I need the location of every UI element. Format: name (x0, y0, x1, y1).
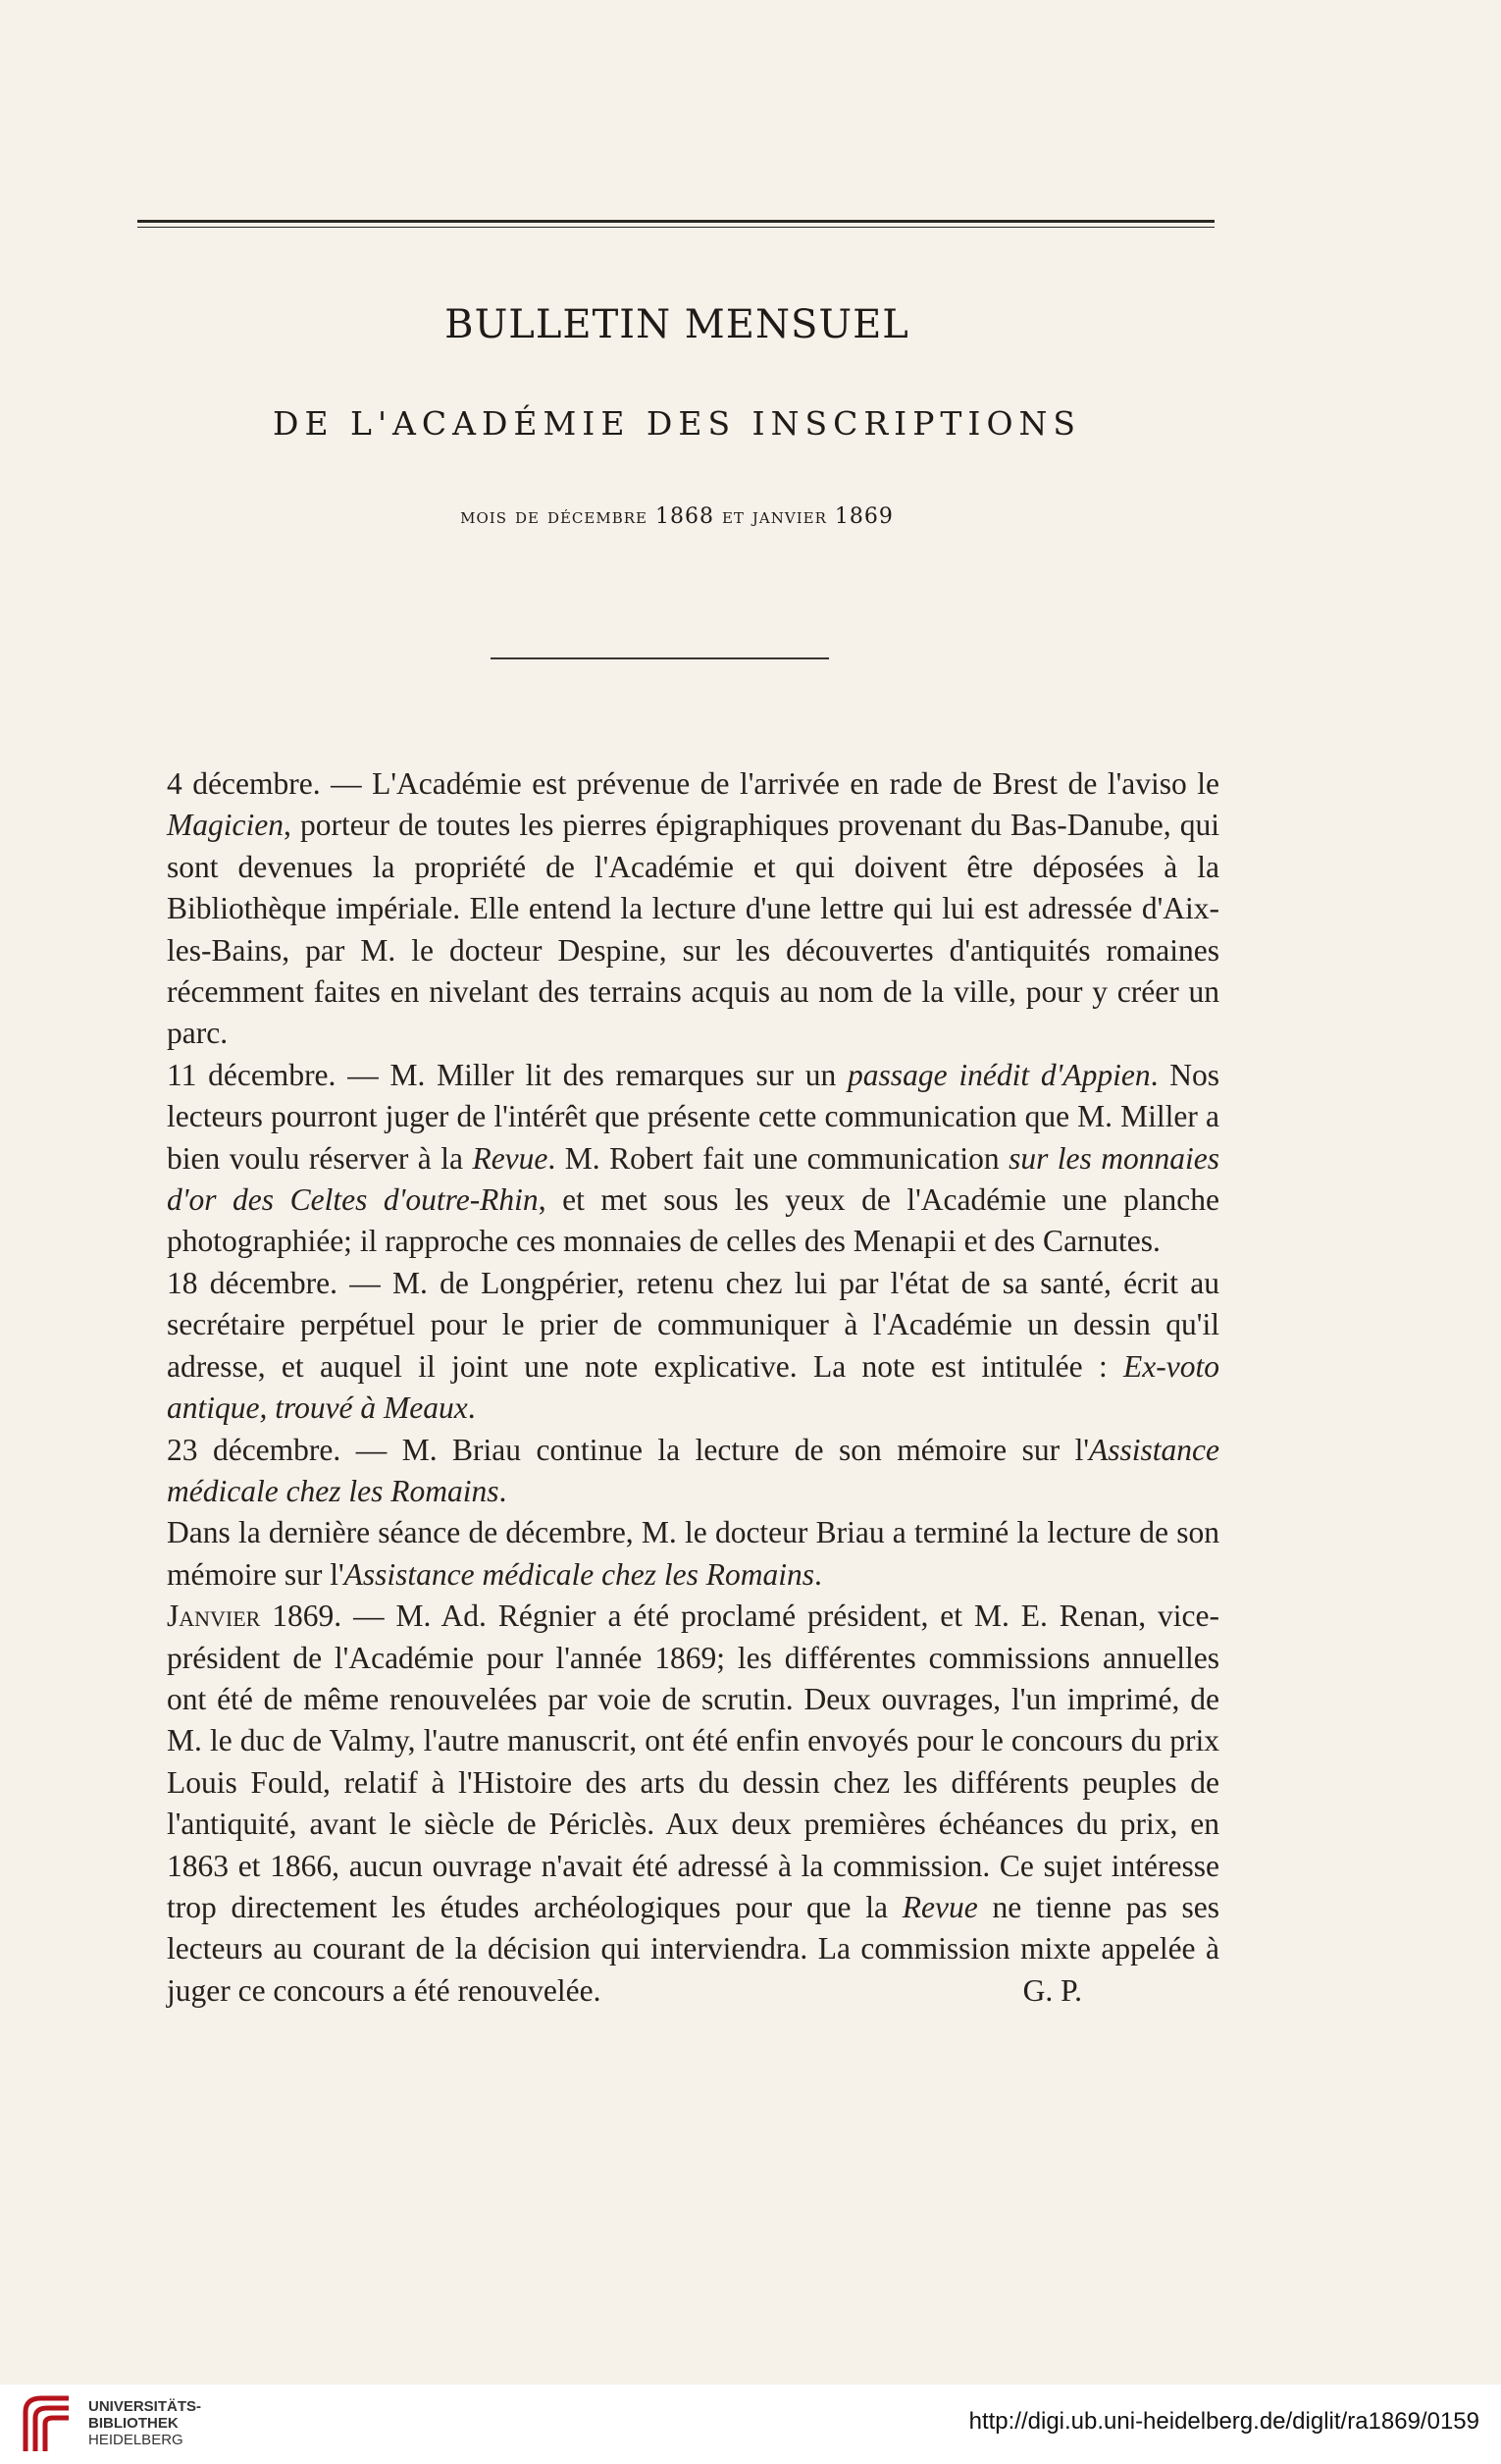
library-name-line3: HEIDELBERG (88, 2432, 183, 2448)
section-divider (491, 657, 829, 659)
source-url-link[interactable]: http://digi.ub.uni-heidelberg.de/diglit/ra1869/0159 (968, 2408, 1479, 2435)
footer-bar (0, 2385, 1501, 2464)
italic-title-text: Magicien (167, 808, 284, 843)
italic-title-text: Revue (902, 1889, 978, 1924)
paragraph-text: . (814, 1556, 822, 1592)
paragraph-text: 23 décembre. — M. Briau continue la lecture de son mémoire sur l' (167, 1432, 1090, 1467)
author-signature: G. P. (1022, 1972, 1082, 2008)
academy-subtitle: DE L'ACADÉMIE DES INSCRIPTIONS (273, 404, 1081, 443)
paragraph-text: . (498, 1473, 507, 1508)
paragraph-text: Dans la dernière séance de décembre, M. le docteur Briau a terminé la lecture de son mémoire sur l' (167, 1515, 1219, 1592)
italic-title-text: Revue (472, 1140, 548, 1176)
paragraph-text: ne tienne pas ses lecteurs au courant de la décision qui interviendra. La commission mixte appelée à juger ce concours a été renouvelée. (167, 1889, 1219, 2008)
library-logo-icon (18, 2392, 77, 2457)
bulletin-paragraph (167, 1430, 1219, 1513)
bulletin-paragraph (167, 1055, 1219, 1263)
library-name-line1: UNIVERSITÄTS- (88, 2398, 202, 2415)
paragraph-text: . M. Robert fait une communication (547, 1140, 1009, 1176)
italic-title-text: Assistance médicale chez les Romains (343, 1556, 815, 1592)
paragraph-text: . Nos lecteurs pourront juger de l'intérêt que présente cette communication que M. Miller a bien voulu réserver à la (167, 1057, 1219, 1176)
paragraph-text: . (467, 1390, 476, 1426)
header-rule (137, 220, 1215, 228)
bulletin-paragraph (167, 1512, 1219, 1596)
italic-title-text: sur les monnaies d'or des Celtes d'outre-Rhin (167, 1140, 1220, 1218)
bulletin-paragraph (167, 1263, 1219, 1430)
paragraph-text: 18 décembre. — M. de Longpérier, retenu chez lui par l'état de sa santé, écrit au secrétaire perpétuel pour le prier de communiquer à l'Académie un dessin qu'il adresse, et auquel il joint une note explicative. La note est intitulée : (167, 1265, 1219, 1384)
paragraph-text: , porteur de toutes les pierres épigraphiques provenant du Bas-Danube, qui sont devenues la propriété de l'Académie et qui doivent être déposées à la Bibliothèque impériale. Elle entend la lecture d'une lettre qui lui est adressée d'Aix-les-Bains, par M. le docteur Despine, sur les découvertes d'antiquités romaines récemment faites en nivelant des terrains acquis au nom de la ville, pour y créer un parc. (167, 808, 1219, 1051)
paragraph-text: , et met sous les yeux de l'Académie une planche photographiée; il rapproche ces monnaies de celles des Menapii et des Carnutes. (167, 1182, 1220, 1259)
italic-title-text: Assistance médicale chez les Romains (167, 1432, 1219, 1508)
period-line: mois de décembre 1868 et janvier 1869 (460, 504, 894, 529)
bulletin-title: BULLETIN MENSUEL (444, 302, 909, 347)
bulletin-paragraph (167, 763, 1219, 1055)
paragraph-text: 1869. — M. Ad. Régnier a été proclamé président, et M. E. Renan, vice-président de l'Académie pour l'année 1869; les différentes commissions annuelles ont été de même renouvelées par voie de scrutin. Deux ouvrages, l'un imprimé, de M. le duc de Valmy, l'autre manuscrit, ont été enfin envoyés pour le concours du prix Louis Fould, relatif à l'Histoire des arts du dessin chez les différents peuples de l'antiquité, avant le siècle de Périclès. Aux deux premières échéances du prix, en 1863 et 1866, aucun ouvrage n'avait été adressé à la commission. Ce sujet intéresse trop directement les études archéologiques pour que la (167, 1599, 1219, 1924)
paragraph-text: Janvier (167, 1599, 261, 1634)
italic-title-text: passage inédit d'Appien (848, 1057, 1151, 1092)
library-name (88, 2398, 201, 2448)
italic-title-text: Ex-voto antique, trouvé à Meaux (167, 1348, 1219, 1426)
paragraph-text: 4 décembre. — L'Académie est prévenue de l'arrivée en rade de Brest de l'aviso le (167, 766, 1219, 801)
paragraph-text: 11 décembre. — M. Miller lit des remarques sur un (167, 1057, 849, 1092)
bulletin-paragraph (167, 1596, 1219, 2012)
library-name-line2: BIBLIOTHEK (88, 2415, 179, 2432)
bulletin-body (167, 763, 1219, 2012)
